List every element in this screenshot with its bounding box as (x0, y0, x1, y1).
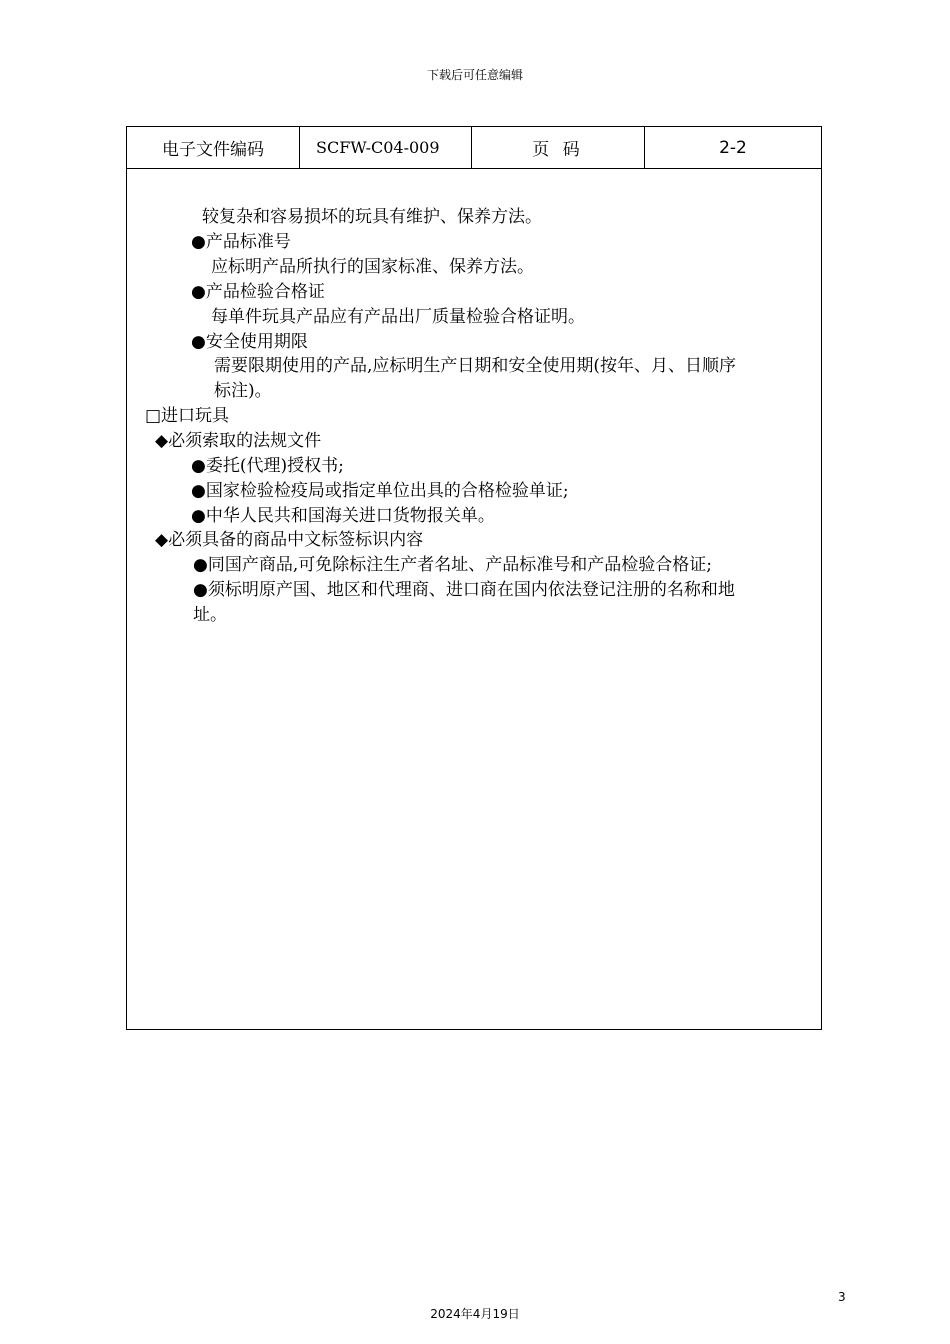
sub-heading: ◆必须具备的商品中文标签标识内容 (155, 530, 424, 550)
label-page: 页 码 (472, 127, 645, 168)
header-row (127, 127, 821, 169)
bullet-item: ●委托(代理)授权书; (191, 456, 344, 476)
bullet-heading: ●产品检验合格证 (191, 282, 325, 302)
label-file-code: 电子文件编码 (127, 127, 300, 168)
sub-heading: ◆必须索取的法规文件 (155, 431, 322, 451)
text-line: 每单件玩具产品应有产品出厂质量检验合格证明。 (211, 307, 585, 327)
document-frame (126, 126, 822, 1030)
text-line: 应标明产品所执行的国家标准、保养方法。 (211, 257, 534, 277)
page-value: 2-2 (719, 137, 747, 158)
section-heading: □进口玩具 (145, 406, 230, 426)
file-code-value: SCFW-C04-009 (300, 127, 472, 168)
text-line: 址。 (193, 605, 227, 625)
footer-date: 2024年4月19日 (430, 1307, 520, 1321)
page-number: 3 (838, 1290, 846, 1304)
bullet-item: ●同国产商品,可免除标注生产者名址、产品标准号和产品检验合格证; (193, 555, 712, 575)
bullet-item: ●国家检验检疫局或指定单位出具的合格检验单证; (191, 481, 569, 501)
text-line: 需要限期使用的产品,应标明生产日期和安全使用期(按年、月、日顺序 (214, 356, 737, 376)
bullet-item: ●须标明原产国、地区和代理商、进口商在国内依法登记注册的名称和地 (193, 580, 735, 600)
bullet-heading: ●安全使用期限 (191, 332, 308, 352)
top-note: 下载后可任意编辑 (426, 68, 523, 82)
text-line: 较复杂和容易损坏的玩具有维护、保养方法。 (202, 207, 542, 227)
bullet-heading: ●产品标准号 (191, 232, 291, 252)
bullet-item: ●中华人民共和国海关进口货物报关单。 (191, 506, 495, 526)
text-line: 标注)。 (214, 381, 272, 401)
